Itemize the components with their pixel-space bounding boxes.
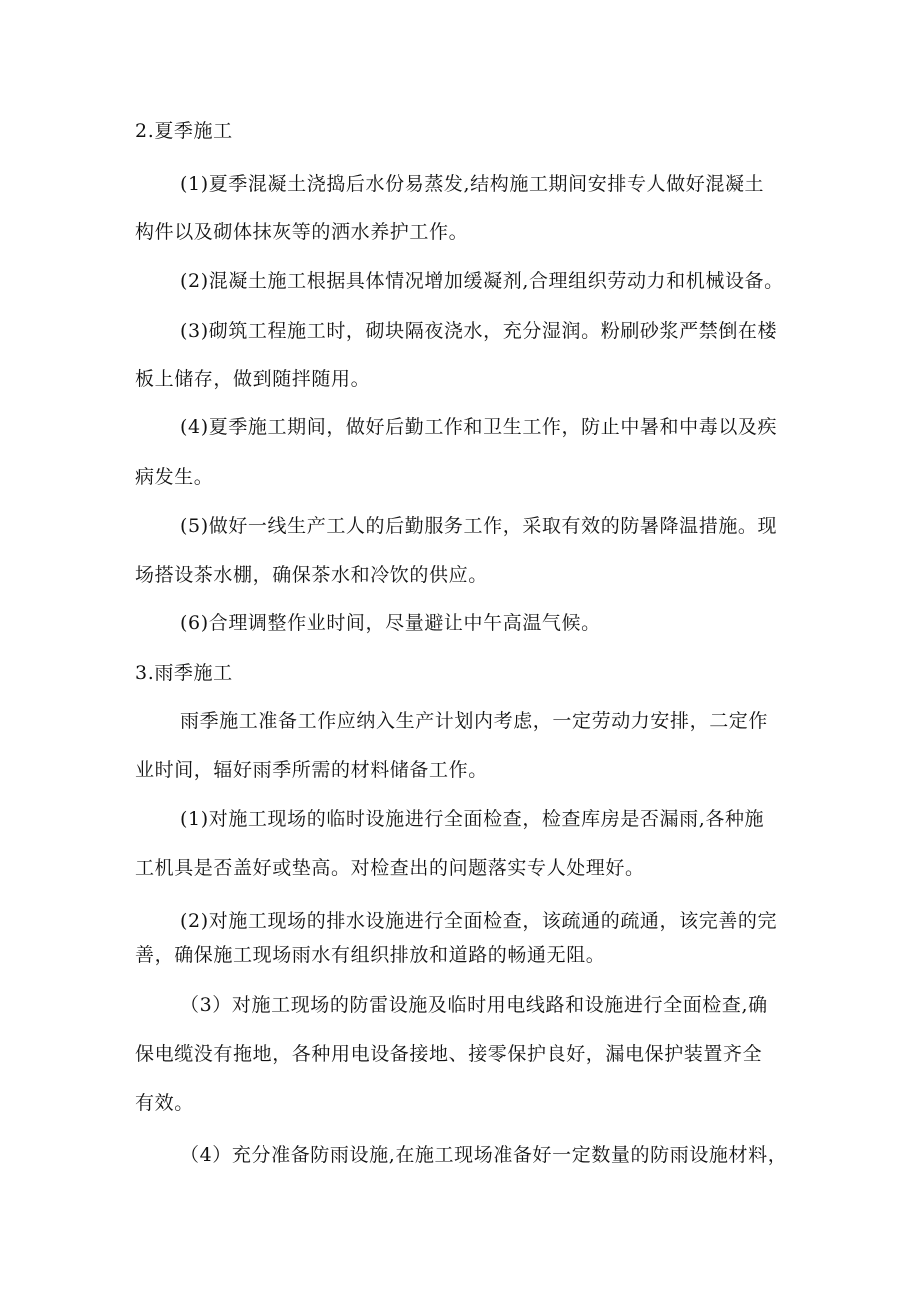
section-2-item-2-line-1: (2)混凝土施工根据具体情况增加缓凝剂,合理组织劳动力和机械设备。 bbox=[180, 270, 784, 292]
section-3-heading: 3.雨季施工 bbox=[135, 662, 233, 684]
section-3-item-4-line-1: （4）充分准备防雨设施,在施工现场准备好一定数量的防雨设施材料， bbox=[180, 1144, 788, 1166]
section-2-item-4-line-1: (4)夏季施工期间，做好后勤工作和卫生工作，防止中暑和中毒以及疾 bbox=[180, 416, 778, 438]
section-3-intro-line-1: 雨季施工准备工作应纳入生产计划内考虑，一定劳动力安排，二定作 bbox=[180, 710, 769, 732]
section-2-item-3-line-1: (3)砌筑工程施工时，砌块隔夜浇水，充分湿润。粉刷砂浆严禁倒在楼 bbox=[180, 320, 778, 342]
section-2-heading: 2.夏季施工 bbox=[135, 120, 233, 142]
section-2-item-5-line-1: (5)做好一线生产工人的后勤服务工作，采取有效的防暑降温措施。现 bbox=[180, 515, 778, 537]
section-2-item-6-line-1: (6)合理调整作业时间，尽量避让中午高温气候。 bbox=[180, 612, 601, 634]
section-2-item-3-line-2: 板上储存，做到随拌随用。 bbox=[135, 368, 371, 390]
section-3-item-1-line-1: (1)对施工现场的临时设施进行全面检查，检查库房是否漏雨,各种施 bbox=[180, 808, 765, 830]
section-3-item-3-line-3: 有效。 bbox=[135, 1092, 194, 1114]
section-3-item-3-line-2: 保电缆没有拖地，各种用电设备接地、接零保护良好，漏电保护装置齐全 bbox=[135, 1043, 763, 1065]
section-2-item-4-line-2: 病发生。 bbox=[135, 466, 214, 488]
section-2-item-5-line-2: 场搭设茶水棚，确保茶水和冷饮的供应。 bbox=[135, 564, 488, 586]
section-2-item-1-line-2: 构件以及砌体抹灰等的洒水养护工作。 bbox=[135, 221, 469, 243]
section-2-item-1-line-1: (1)夏季混凝土浇捣后水份易蒸发,结构施工期间安排专人做好混凝土 bbox=[180, 173, 765, 195]
section-3-item-2-line-2: 善，确保施工现场雨水有组织排放和道路的畅通无阻。 bbox=[135, 944, 606, 966]
section-3-intro-line-2: 业时间，辐好雨季所需的材料储备工作。 bbox=[135, 759, 488, 781]
section-3-item-2-line-1: (2)对施工现场的排水设施进行全面检查，该疏通的疏通，该完善的完 bbox=[180, 910, 778, 932]
section-3-item-1-line-2: 工机具是否盖好或垫高。对检查出的问题落实专人处理好。 bbox=[135, 857, 645, 879]
section-3-item-3-line-1: （3）对施工现场的防雷设施及临时用电线路和设施进行全面检查,确 bbox=[180, 994, 768, 1016]
